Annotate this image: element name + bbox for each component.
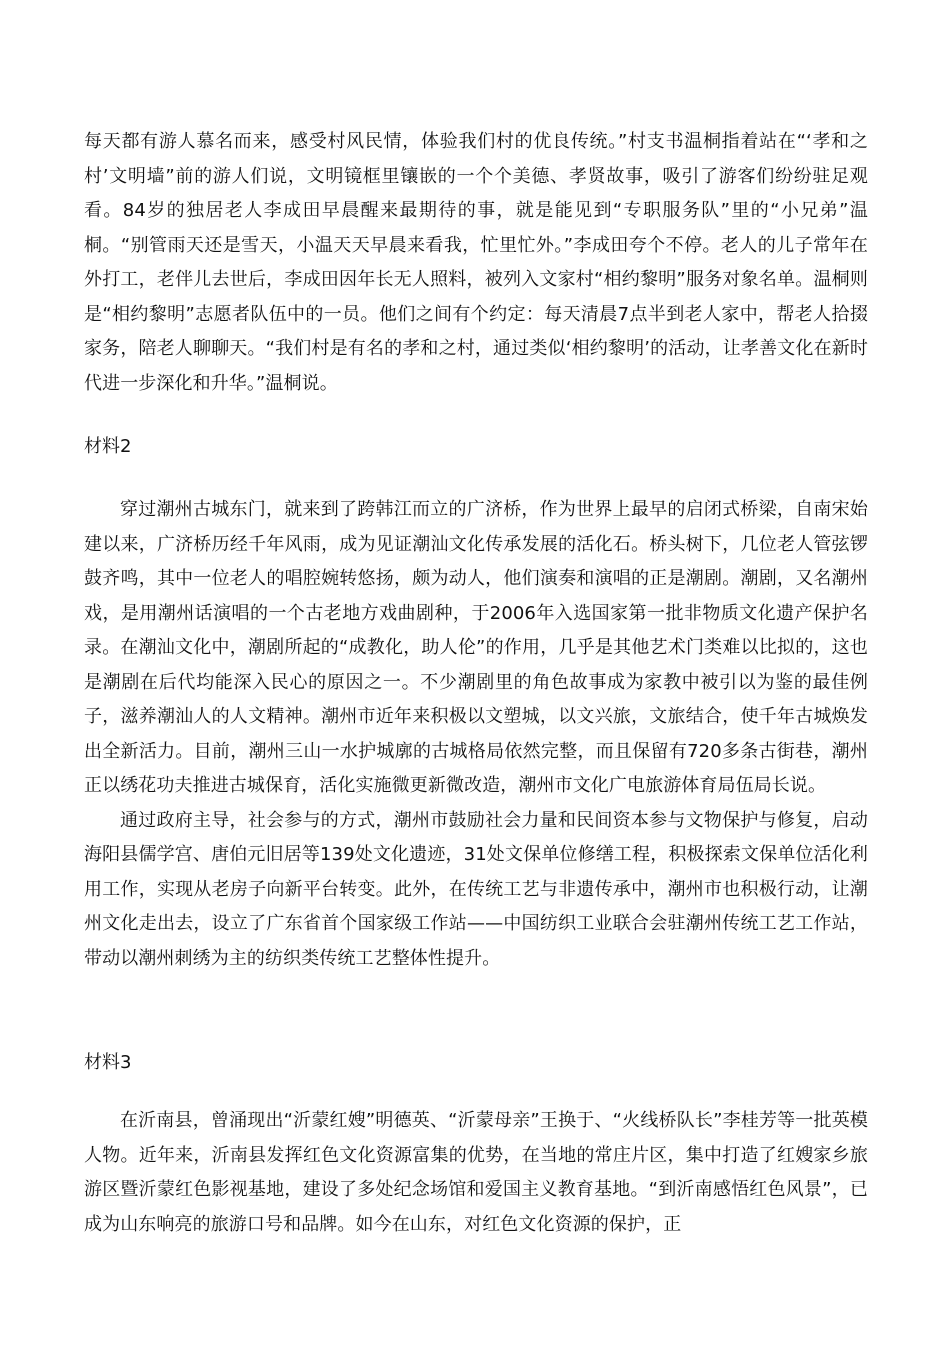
material-1-body [84, 125, 868, 401]
material-1-paragraph: 每天都有游人慕名而来，感受村风民情，体验我们村的优良传统。”村支书温桐指着站在“‘孝和之村’文明墙”前的游人们说，文明镜框里镶嵌的一个个美德、孝贤故事，吸引了游客们纷纷驻足观看。84岁的独居老人李成田早晨醒来最期待的事，就是能见到“专职服务队”里的“小兄弟”温桐。“别管雨天还是雪天，小温天天早晨来看我，忙里忙外。”李成田夸个不停。老人的儿子常年在外打工，老伴儿去世后，李成田因年长无人照料，被列入文家村“相约黎明”服务对象名单。温桐则是“相约黎明”志愿者队伍中的一员。他们之间有个约定：每天清晨7点半到老人家中，帮老人拾掇家务，陪老人聊聊天。“我们村是有名的孝和之村，通过类似‘相约黎明’的活动，让孝善文化在新时代进一步深化和升华。”温桐说。 [84, 131, 868, 394]
material-2-heading: 材料2 [84, 436, 132, 457]
material-2-heading-block [84, 430, 868, 464]
material-2-paragraph-2: 通过政府主导，社会参与的方式，潮州市鼓励社会力量和民间资本参与文物保护与修复，启动海阳县儒学宫、唐伯元旧居等139处文化遗迹，31处文保单位修缮工程，积极探索文保单位活化利用工作，实现从老房子向新平台转变。此外，在传统工艺与非遗传承中，潮州市也积极行动，让潮州文化走出去，设立了广东省首个国家级工作站——中国纺织工业联合会驻潮州传统工艺工作站，带动以潮州刺绣为主的纺织类传统工艺整体性提升。 [84, 809, 868, 969]
material-2-paragraph-1: 穿过潮州古城东门，就来到了跨韩江而立的广济桥，作为世界上最早的启闭式桥梁，自南宋始建以来，广济桥历经千年风雨，成为见证潮汕文化传承发展的活化石。桥头树下，几位老人管弦锣鼓齐鸣，其中一位老人的唱腔婉转悠扬，颇为动人，他们演奏和演唱的正是潮剧。潮剧，又名潮州戏，是用潮州话演唱的一个古老地方戏曲剧种，于2006年入选国家第一批非物质文化遗产保护名录。在潮汕文化中，潮剧所起的“成教化，助人伦”的作用，几乎是其他艺术门类难以比拟的，这也是潮剧在后代均能深入民心的原因之一。不少潮剧里的角色故事成为家教中被引以为鉴的最佳例子，滋养潮汕人的人文精神。潮州市近年来积极以文塑城，以文兴旅，文旅结合，使千年古城焕发出全新活力。目前，潮州三山一水护城廓的古城格局依然完整，而且保留有720多条古街巷，潮州正以绣花功夫推进古城保育，活化实施微更新微改造，潮州市文化广电旅游体育局伍局长说。 [84, 499, 868, 796]
material-3-paragraph: 在沂南县，曾涌现出“沂蒙红嫂”明德英、“沂蒙母亲”王换于、“火线桥队长”李桂芳等一批英模人物。近年来，沂南县发挥红色文化资源富集的优势，在当地的常庄片区，集中打造了红嫂家乡旅游区暨沂蒙红色影视基地，建设了多处纪念场馆和爱国主义教育基地。“到沂南感悟红色风景”，已成为山东响亮的旅游口号和品牌。如今在山东，对红色文化资源的保护，正 [84, 1110, 868, 1235]
material-3-heading: 材料3 [84, 1052, 132, 1073]
material-3-heading-block [84, 1046, 868, 1080]
material-3-body [84, 1104, 868, 1242]
material-2-body [84, 493, 868, 976]
